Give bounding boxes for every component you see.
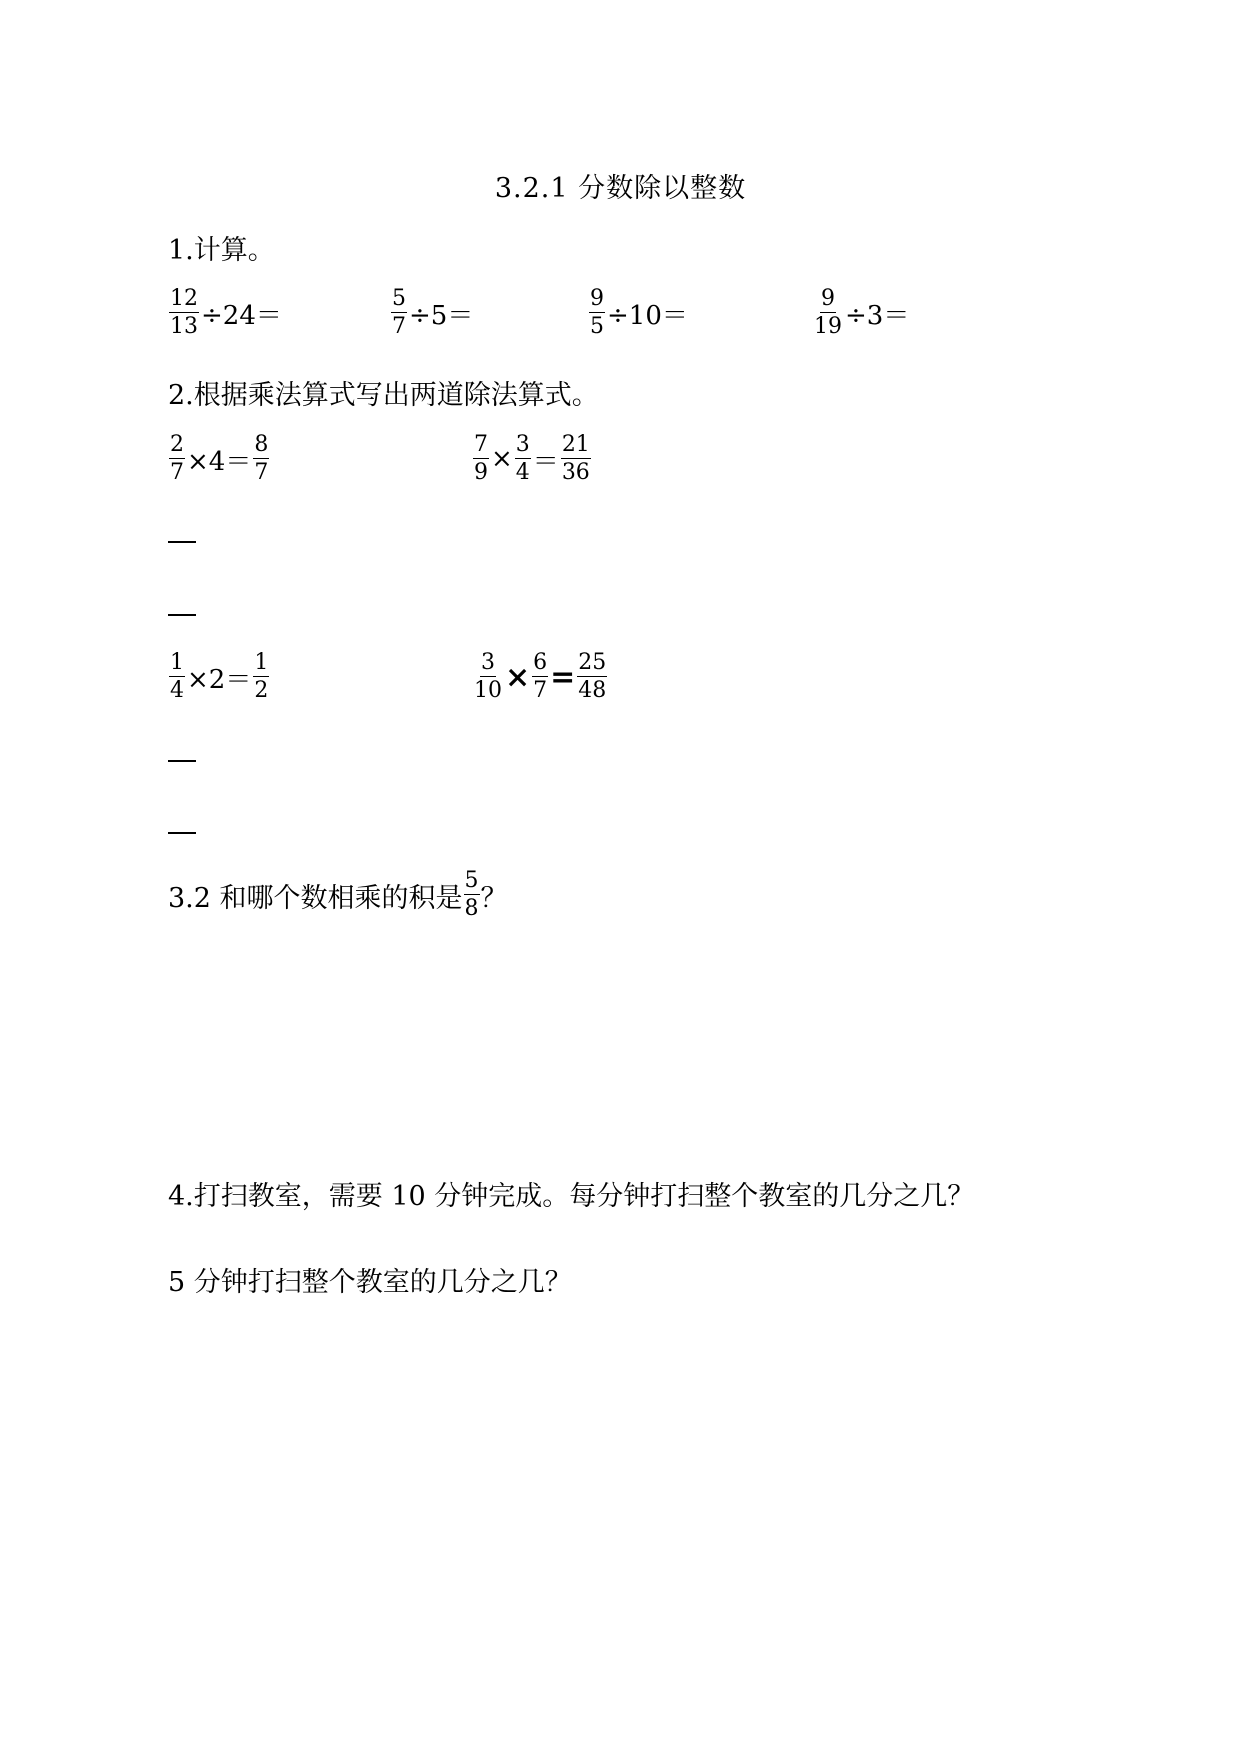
question-3: 3.2 和哪个数相乘的积是 $\frac{5}{8}$ ？ (168, 868, 508, 921)
fraction: $\frac{12}{13}$ (170, 286, 198, 339)
q1-item-1 (168, 288, 283, 338)
fraction: $\frac{25}{48}$ (578, 650, 607, 703)
fraction: $\frac{9}{19}$ (814, 286, 842, 339)
expression-text: ÷10＝ (607, 300, 688, 331)
question-4-line-2: 5 分钟打扫整个教室的几分之几？ (168, 1267, 572, 1298)
answer-blank (168, 832, 196, 834)
q2-equation-1: $\frac{2}{7}$ ×4＝ $\frac{8}{7}$ (170, 432, 269, 485)
question-2-label: 2.根据乘法算式写出两道除法算式。 (168, 380, 599, 411)
fraction: $\frac{5}{7}$ (392, 286, 406, 339)
fraction: $\frac{3}{10}$ (474, 650, 502, 703)
expression-text: ÷5＝ (409, 300, 474, 331)
q2-equation-3: $\frac{1}{4}$ ×2＝ $\frac{1}{2}$ (170, 650, 269, 703)
fraction: $\frac{21}{36}$ (561, 432, 590, 485)
fraction: $\frac{7}{9}$ (474, 432, 488, 485)
fraction: $\frac{8}{7}$ (254, 432, 269, 485)
fraction: $\frac{1}{2}$ (254, 650, 269, 703)
q2-equation-2: $\frac{7}{9}$ × $\frac{3}{4}$ ＝ $\frac{21}{36}$ (474, 432, 590, 485)
page-title: 3.2.1 分数除以整数 (494, 173, 747, 204)
fraction: $\frac{3}{4}$ (515, 432, 530, 485)
question-4-line-1: 4.打扫教室，需要 10 分钟完成。每分钟打扫整个教室的几分之几？ (168, 1181, 975, 1212)
q1-item-3 (588, 288, 689, 338)
expression-text: ÷24＝ (201, 300, 282, 331)
fraction: $\frac{1}{4}$ (170, 650, 184, 703)
question-1-label: 1.计算。 (168, 235, 275, 266)
answer-blank (168, 541, 196, 543)
answer-blank (168, 760, 196, 762)
fraction: $\frac{9}{5}$ (590, 286, 604, 339)
expression-text: ÷3＝ (845, 300, 910, 331)
fraction: $\frac{6}{7}$ (533, 650, 548, 703)
q1-item-4 (812, 288, 910, 338)
answer-blank (168, 614, 196, 616)
fraction: $\frac{2}{7}$ (170, 432, 184, 485)
q1-item-2 (390, 288, 474, 338)
fraction: $\frac{5}{8}$ (464, 868, 479, 921)
q2-equation-4: $\frac{3}{10}$ × $\frac{6}{7}$ = $\frac{25}{48}$ (474, 650, 607, 703)
